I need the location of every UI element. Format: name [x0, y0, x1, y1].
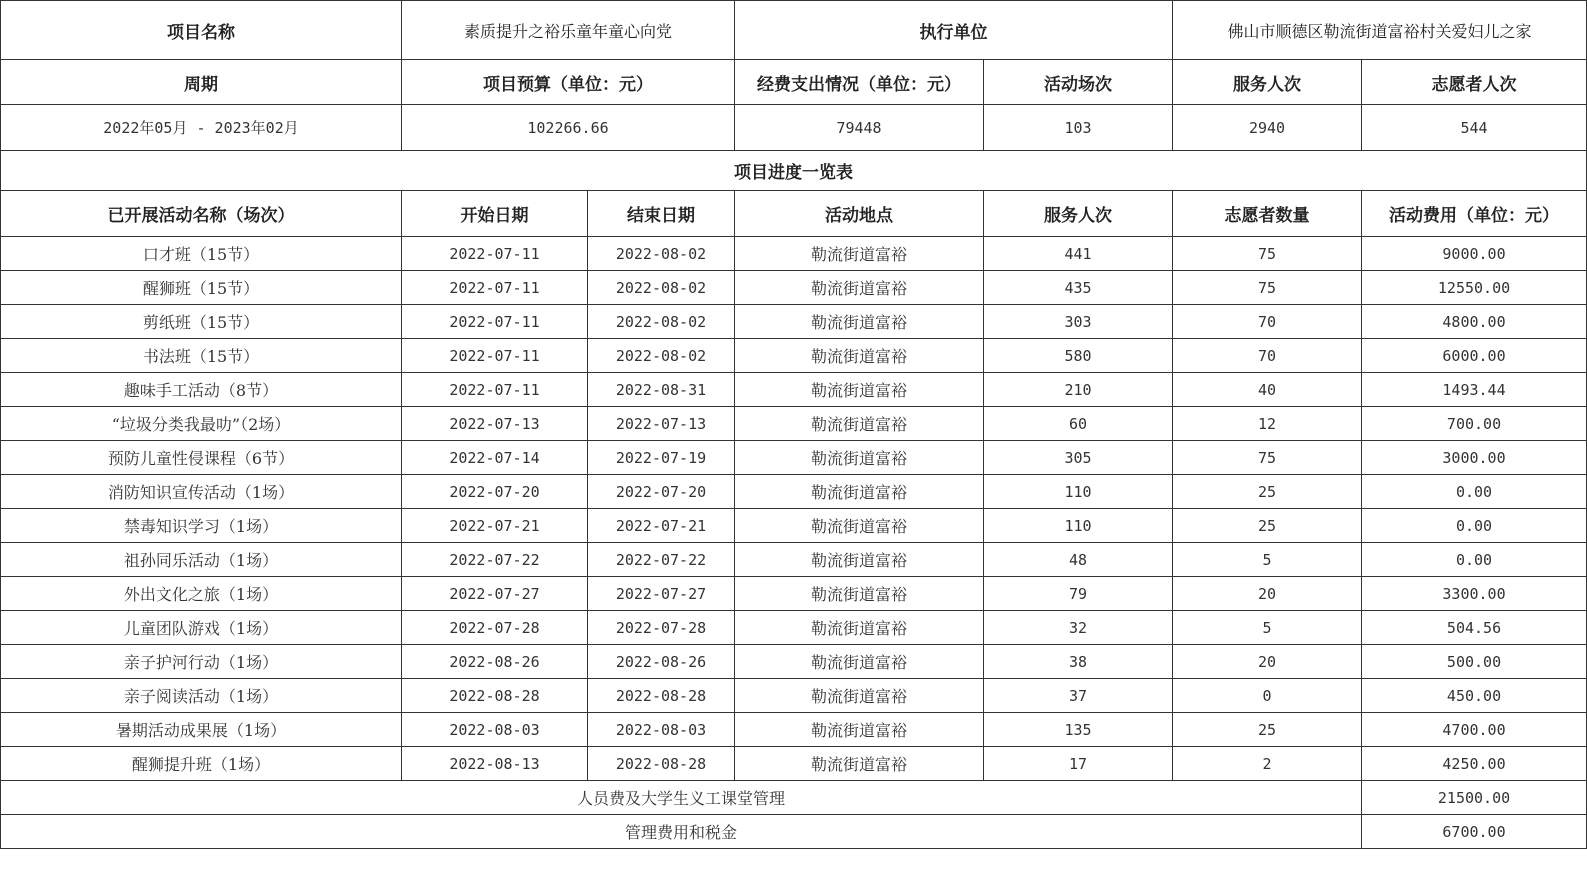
activity-row [1, 611, 1587, 645]
activity-start-date: 2022-07-11 [402, 237, 588, 271]
volunteers-header: 志愿者人次 [1362, 60, 1587, 105]
volunteers-value: 544 [1362, 105, 1587, 151]
cost-item-amount: 21500.00 [1362, 781, 1587, 815]
activity-cost: 0.00 [1362, 475, 1587, 509]
activity-end-date: 2022-08-02 [588, 237, 735, 271]
expense-header: 经费支出情况（单位：元） [735, 60, 984, 105]
activity-end-date: 2022-07-19 [588, 441, 735, 475]
expense-value: 79448 [735, 105, 984, 151]
activity-cost: 9000.00 [1362, 237, 1587, 271]
activity-volunteers: 5 [1173, 611, 1362, 645]
activity-place: 勒流街道富裕 [735, 543, 984, 577]
activity-cost: 504.56 [1362, 611, 1587, 645]
exec-unit-value: 佛山市顺德区勒流街道富裕村关爱妇儿之家 [1173, 1, 1587, 60]
summary-value-row [1, 105, 1587, 151]
activity-cost: 3000.00 [1362, 441, 1587, 475]
activity-place: 勒流街道富裕 [735, 509, 984, 543]
activity-start-date: 2022-08-03 [402, 713, 588, 747]
activity-cost: 4250.00 [1362, 747, 1587, 781]
activity-end-date: 2022-08-03 [588, 713, 735, 747]
activity-served: 48 [984, 543, 1173, 577]
activity-volunteers: 25 [1173, 475, 1362, 509]
activity-served: 580 [984, 339, 1173, 373]
activity-volunteers: 75 [1173, 271, 1362, 305]
sessions-header: 活动场次 [984, 60, 1173, 105]
period-header: 周期 [1, 60, 402, 105]
activity-start-date: 2022-07-21 [402, 509, 588, 543]
activity-start-date: 2022-07-22 [402, 543, 588, 577]
activity-served: 435 [984, 271, 1173, 305]
summary-header-row [1, 60, 1587, 105]
activity-served: 303 [984, 305, 1173, 339]
progress-title: 项目进度一览表 [1, 151, 1587, 191]
activity-volunteers: 5 [1173, 543, 1362, 577]
activity-cost: 3300.00 [1362, 577, 1587, 611]
activity-row [1, 509, 1587, 543]
activity-name: 亲子阅读活动（1场） [1, 679, 402, 713]
activity-row [1, 679, 1587, 713]
activity-name: 剪纸班（15节） [1, 305, 402, 339]
activity-place: 勒流街道富裕 [735, 645, 984, 679]
activity-start-date: 2022-07-13 [402, 407, 588, 441]
served-value: 2940 [1173, 105, 1362, 151]
activity-end-date: 2022-07-28 [588, 611, 735, 645]
activity-end-date: 2022-07-21 [588, 509, 735, 543]
activity-cost: 4800.00 [1362, 305, 1587, 339]
activity-volunteers: 20 [1173, 645, 1362, 679]
activity-volunteers: 20 [1173, 577, 1362, 611]
activity-name-header: 已开展活动名称（场次） [1, 191, 402, 237]
budget-header: 项目预算（单位：元） [402, 60, 735, 105]
activity-cost: 4700.00 [1362, 713, 1587, 747]
activity-served: 37 [984, 679, 1173, 713]
activity-name: 外出文化之旅（1场） [1, 577, 402, 611]
activity-start-date: 2022-07-11 [402, 373, 588, 407]
activity-start-date: 2022-08-28 [402, 679, 588, 713]
activity-volunteers: 25 [1173, 713, 1362, 747]
activity-cost: 6000.00 [1362, 339, 1587, 373]
activity-place: 勒流街道富裕 [735, 611, 984, 645]
activity-volunteers: 2 [1173, 747, 1362, 781]
activity-served: 135 [984, 713, 1173, 747]
activity-end-date: 2022-07-22 [588, 543, 735, 577]
activity-volunteers: 0 [1173, 679, 1362, 713]
activity-place: 勒流街道富裕 [735, 713, 984, 747]
activity-volunteers-header: 志愿者数量 [1173, 191, 1362, 237]
activity-row [1, 339, 1587, 373]
activity-place: 勒流街道富裕 [735, 679, 984, 713]
activity-volunteers: 75 [1173, 237, 1362, 271]
activity-row [1, 373, 1587, 407]
activity-name: 亲子护河行动（1场） [1, 645, 402, 679]
activity-place: 勒流街道富裕 [735, 407, 984, 441]
cost-item-label: 人员费及大学生义工课堂管理 [1, 781, 1362, 815]
activity-place: 勒流街道富裕 [735, 747, 984, 781]
activity-name: 醒狮提升班（1场） [1, 747, 402, 781]
activity-served: 79 [984, 577, 1173, 611]
activity-cost: 450.00 [1362, 679, 1587, 713]
activity-row [1, 237, 1587, 271]
activity-end-date: 2022-08-26 [588, 645, 735, 679]
activity-place: 勒流街道富裕 [735, 237, 984, 271]
activity-start-date: 2022-07-28 [402, 611, 588, 645]
activity-header-row [1, 191, 1587, 237]
activity-served: 32 [984, 611, 1173, 645]
activity-end-date: 2022-08-28 [588, 747, 735, 781]
activity-place: 勒流街道富裕 [735, 441, 984, 475]
activity-row [1, 271, 1587, 305]
project-info-row [1, 1, 1587, 60]
activity-volunteers: 40 [1173, 373, 1362, 407]
activity-start-date: 2022-08-13 [402, 747, 588, 781]
activity-volunteers: 25 [1173, 509, 1362, 543]
activity-row [1, 543, 1587, 577]
activity-cost: 12550.00 [1362, 271, 1587, 305]
activity-end-date: 2022-08-02 [588, 305, 735, 339]
activity-served: 60 [984, 407, 1173, 441]
activity-cost: 700.00 [1362, 407, 1587, 441]
exec-unit-label: 执行单位 [735, 1, 1173, 60]
activity-start-date: 2022-07-11 [402, 339, 588, 373]
activity-cost: 0.00 [1362, 509, 1587, 543]
place-header: 活动地点 [735, 191, 984, 237]
served-header: 服务人次 [1173, 60, 1362, 105]
activity-name: 消防知识宣传活动（1场） [1, 475, 402, 509]
activity-place: 勒流街道富裕 [735, 339, 984, 373]
end-date-header: 结束日期 [588, 191, 735, 237]
progress-title-row [1, 151, 1587, 191]
activity-start-date: 2022-08-26 [402, 645, 588, 679]
activity-end-date: 2022-08-02 [588, 339, 735, 373]
activity-name: 祖孙同乐活动（1场） [1, 543, 402, 577]
activity-start-date: 2022-07-27 [402, 577, 588, 611]
cost-summary-row [1, 815, 1587, 849]
activity-served: 441 [984, 237, 1173, 271]
cost-summary-row [1, 781, 1587, 815]
activity-cost: 0.00 [1362, 543, 1587, 577]
activity-end-date: 2022-07-20 [588, 475, 735, 509]
activity-start-date: 2022-07-11 [402, 271, 588, 305]
activity-end-date: 2022-08-02 [588, 271, 735, 305]
activity-row [1, 407, 1587, 441]
activity-volunteers: 70 [1173, 305, 1362, 339]
cost-item-label: 管理费用和税金 [1, 815, 1362, 849]
activity-start-date: 2022-07-11 [402, 305, 588, 339]
activity-row [1, 475, 1587, 509]
activity-name: “垃圾分类我最叻”（2场） [1, 407, 402, 441]
activity-place: 勒流街道富裕 [735, 271, 984, 305]
start-date-header: 开始日期 [402, 191, 588, 237]
activity-end-date: 2022-07-13 [588, 407, 735, 441]
cost-item-amount: 6700.00 [1362, 815, 1587, 849]
activity-cost: 500.00 [1362, 645, 1587, 679]
activity-place: 勒流街道富裕 [735, 577, 984, 611]
activity-name: 趣味手工活动（8节） [1, 373, 402, 407]
activity-name: 禁毒知识学习（1场） [1, 509, 402, 543]
period-value: 2022年05月 - 2023年02月 [1, 105, 402, 151]
activity-volunteers: 70 [1173, 339, 1362, 373]
activity-served: 38 [984, 645, 1173, 679]
activity-name: 预防儿童性侵课程（6节） [1, 441, 402, 475]
activity-start-date: 2022-07-14 [402, 441, 588, 475]
activity-place: 勒流街道富裕 [735, 475, 984, 509]
activity-row [1, 645, 1587, 679]
activity-name: 口才班（15节） [1, 237, 402, 271]
activity-end-date: 2022-07-27 [588, 577, 735, 611]
activity-row [1, 577, 1587, 611]
activity-cost: 1493.44 [1362, 373, 1587, 407]
sessions-value: 103 [984, 105, 1173, 151]
activity-row [1, 713, 1587, 747]
activity-row [1, 305, 1587, 339]
activity-place: 勒流街道富裕 [735, 305, 984, 339]
project-name-label: 项目名称 [1, 1, 402, 60]
budget-value: 102266.66 [402, 105, 735, 151]
activity-name: 儿童团队游戏（1场） [1, 611, 402, 645]
activity-served: 210 [984, 373, 1173, 407]
activity-name: 暑期活动成果展（1场） [1, 713, 402, 747]
activity-served-header: 服务人次 [984, 191, 1173, 237]
activity-name: 书法班（15节） [1, 339, 402, 373]
activity-volunteers: 12 [1173, 407, 1362, 441]
project-name-value: 素质提升之裕乐童年童心向党 [402, 1, 735, 60]
activity-start-date: 2022-07-20 [402, 475, 588, 509]
activity-served: 110 [984, 509, 1173, 543]
activity-served: 17 [984, 747, 1173, 781]
activity-end-date: 2022-08-28 [588, 679, 735, 713]
activity-row [1, 747, 1587, 781]
activity-place: 勒流街道富裕 [735, 373, 984, 407]
activity-cost-header: 活动费用（单位：元） [1362, 191, 1587, 237]
activity-end-date: 2022-08-31 [588, 373, 735, 407]
activity-served: 305 [984, 441, 1173, 475]
activity-row [1, 441, 1587, 475]
activity-volunteers: 75 [1173, 441, 1362, 475]
activity-name: 醒狮班（15节） [1, 271, 402, 305]
activity-served: 110 [984, 475, 1173, 509]
